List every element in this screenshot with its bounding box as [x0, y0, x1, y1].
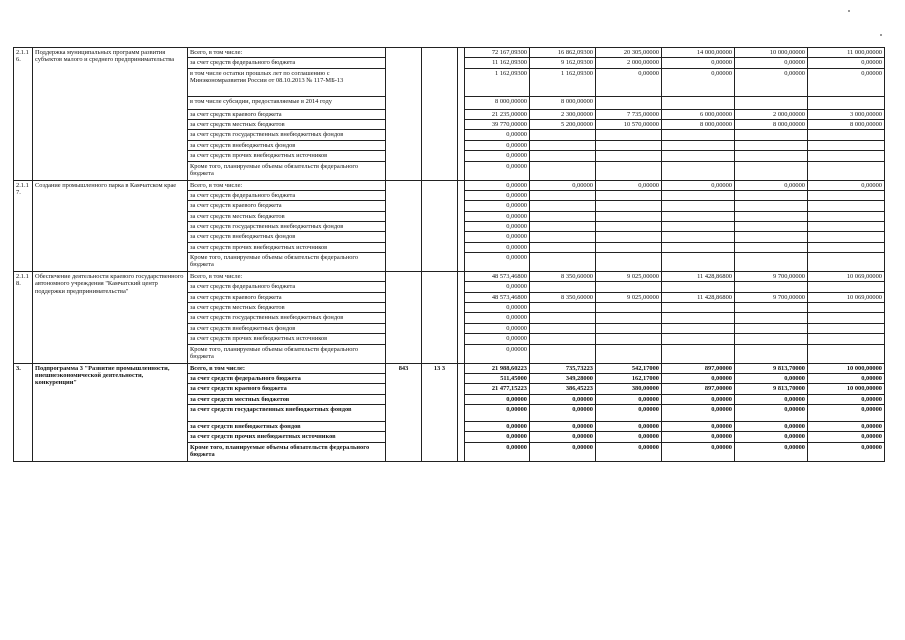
section-name: Обеспечение деятельности краевого государственного автономного учреждения "Камчатский центр поддержки предпринимательства": [33, 272, 188, 364]
amount-cell: 0,00000: [808, 58, 885, 68]
funding-source-label: за счет средств краевого бюджета: [188, 292, 386, 302]
amount-cell: 0,00000: [735, 394, 808, 404]
amount-cell: 0,00000: [735, 404, 808, 421]
amount-cell: [735, 190, 808, 200]
amount-cell: [596, 344, 662, 363]
amount-cell: [662, 96, 735, 109]
funding-source-label: в том числе остатки прошлых лет по соглашению с Минэкономразвития России от 08.10.2013 № 117-МБ-13: [188, 68, 386, 96]
amount-cell: 0,00000: [596, 421, 662, 431]
amount-cell: [735, 96, 808, 109]
amount-cell: [662, 190, 735, 200]
amount-cell: 0,00000: [596, 394, 662, 404]
program-code: 13 3: [422, 363, 458, 461]
amount-cell: 162,17000: [596, 373, 662, 383]
grbs-code: [386, 180, 422, 272]
amount-cell: 21 477,15223: [465, 384, 530, 394]
program-code: [422, 272, 458, 364]
amount-cell: [596, 253, 662, 272]
amount-cell: [662, 344, 735, 363]
amount-cell: 0,00000: [596, 404, 662, 421]
amount-cell: [735, 211, 808, 221]
amount-cell: 9 813,70000: [735, 384, 808, 394]
funding-source-label: Всего, в том числе:: [188, 363, 386, 373]
amount-cell: 14 000,00000: [662, 48, 735, 58]
amount-cell: [735, 232, 808, 242]
amount-cell: 0,00000: [465, 242, 530, 252]
amount-cell: 0,00000: [465, 442, 530, 461]
amount-cell: 6 000,00000: [662, 109, 735, 119]
amount-cell: [530, 201, 596, 211]
amount-cell: 16 862,09300: [530, 48, 596, 58]
amount-cell: [662, 151, 735, 161]
amount-cell: [662, 232, 735, 242]
budget-table: [13, 47, 885, 462]
amount-cell: 0,00000: [662, 404, 735, 421]
amount-cell: 0,00000: [530, 421, 596, 431]
amount-cell: [530, 161, 596, 180]
funding-source-label: за счет средств федерального бюджета: [188, 373, 386, 383]
amount-cell: 0,00000: [530, 442, 596, 461]
funding-source-label: за счет средств государственных внебюджетных фондов: [188, 313, 386, 323]
amount-cell: [662, 334, 735, 344]
amount-cell: 2 300,00000: [530, 109, 596, 119]
amount-cell: [530, 242, 596, 252]
amount-cell: 511,45000: [465, 373, 530, 383]
amount-cell: [808, 313, 885, 323]
amount-cell: 9 700,00000: [735, 272, 808, 282]
amount-cell: 21 988,60223: [465, 363, 530, 373]
amount-cell: [662, 201, 735, 211]
amount-cell: 0,00000: [465, 180, 530, 190]
amount-cell: 72 167,09300: [465, 48, 530, 58]
amount-cell: [530, 211, 596, 221]
amount-cell: [596, 221, 662, 231]
amount-cell: 0,00000: [662, 442, 735, 461]
amount-cell: [808, 140, 885, 150]
amount-cell: 5 200,00000: [530, 120, 596, 130]
amount-cell: 0,00000: [808, 404, 885, 421]
amount-cell: [808, 161, 885, 180]
amount-cell: [808, 323, 885, 333]
amount-cell: [596, 313, 662, 323]
amount-cell: [808, 334, 885, 344]
narrow-cell: [458, 363, 465, 461]
amount-cell: 0,00000: [662, 394, 735, 404]
amount-cell: 39 770,00000: [465, 120, 530, 130]
grbs-code: 843: [386, 363, 422, 461]
funding-source-label: за счет средств местных бюджетов: [188, 211, 386, 221]
amount-cell: [735, 282, 808, 292]
amount-cell: [735, 334, 808, 344]
funding-source-label: за счет средств краевого бюджета: [188, 201, 386, 211]
amount-cell: 10 069,00000: [808, 292, 885, 302]
table-row: [14, 180, 885, 190]
amount-cell: [662, 242, 735, 252]
funding-source-label: Кроме того, планируемые объемы обязательств федерального бюджета: [188, 161, 386, 180]
amount-cell: 8 000,00000: [808, 120, 885, 130]
amount-cell: [662, 253, 735, 272]
amount-cell: 0,00000: [465, 190, 530, 200]
amount-cell: 0,00000: [808, 180, 885, 190]
amount-cell: [808, 211, 885, 221]
amount-cell: 8 000,00000: [735, 120, 808, 130]
amount-cell: [808, 253, 885, 272]
amount-cell: 542,17000: [596, 363, 662, 373]
table-row: [14, 363, 885, 373]
amount-cell: 0,00000: [662, 180, 735, 190]
amount-cell: [735, 253, 808, 272]
amount-cell: [808, 303, 885, 313]
amount-cell: [596, 211, 662, 221]
amount-cell: 0,00000: [465, 432, 530, 442]
funding-source-label: за счет средств государственных внебюджетных фондов: [188, 404, 386, 421]
table-row: [14, 272, 885, 282]
amount-cell: 0,00000: [465, 303, 530, 313]
amount-cell: [735, 140, 808, 150]
amount-cell: 8 000,00000: [530, 96, 596, 109]
amount-cell: 0,00000: [662, 373, 735, 383]
amount-cell: [596, 282, 662, 292]
amount-cell: [808, 242, 885, 252]
narrow-cell: [458, 48, 465, 181]
amount-cell: 0,00000: [735, 421, 808, 431]
amount-cell: 48 573,46800: [465, 272, 530, 282]
amount-cell: [596, 140, 662, 150]
amount-cell: 8 000,00000: [465, 96, 530, 109]
section-number: 2.1.18.: [14, 272, 33, 364]
amount-cell: 21 235,00000: [465, 109, 530, 119]
amount-cell: [530, 221, 596, 231]
amount-cell: [596, 96, 662, 109]
funding-source-label: Всего, в том числе:: [188, 272, 386, 282]
amount-cell: [735, 151, 808, 161]
amount-cell: [662, 221, 735, 231]
amount-cell: 0,00000: [735, 58, 808, 68]
amount-cell: [662, 140, 735, 150]
section-number: 2.1.17.: [14, 180, 33, 272]
amount-cell: 0,00000: [465, 334, 530, 344]
amount-cell: 0,00000: [662, 68, 735, 96]
amount-cell: 0,00000: [465, 404, 530, 421]
amount-cell: 10 000,00000: [808, 363, 885, 373]
amount-cell: [735, 344, 808, 363]
amount-cell: 0,00000: [662, 58, 735, 68]
funding-source-label: за счет средств государственных внебюджетных фондов: [188, 221, 386, 231]
amount-cell: [735, 221, 808, 231]
amount-cell: 8 350,60000: [530, 272, 596, 282]
amount-cell: 0,00000: [596, 442, 662, 461]
amount-cell: 0,00000: [465, 344, 530, 363]
amount-cell: 10 000,00000: [808, 384, 885, 394]
amount-cell: [808, 344, 885, 363]
amount-cell: [808, 151, 885, 161]
amount-cell: 9 813,70000: [735, 363, 808, 373]
amount-cell: [808, 130, 885, 140]
amount-cell: 9 025,00000: [596, 272, 662, 282]
amount-cell: 0,00000: [530, 432, 596, 442]
program-code: [422, 48, 458, 181]
section-number: 2.1.16.: [14, 48, 33, 181]
amount-cell: [662, 161, 735, 180]
amount-cell: 0,00000: [465, 151, 530, 161]
amount-cell: 0,00000: [465, 323, 530, 333]
section-number: 3.: [14, 363, 33, 461]
amount-cell: 0,00000: [465, 201, 530, 211]
amount-cell: 0,00000: [465, 221, 530, 231]
funding-source-label: за счет средств федерального бюджета: [188, 58, 386, 68]
narrow-cell: [458, 180, 465, 272]
amount-cell: 0,00000: [530, 180, 596, 190]
amount-cell: [662, 313, 735, 323]
amount-cell: 0,00000: [465, 161, 530, 180]
funding-source-label: за счет средств прочих внебюджетных источников: [188, 334, 386, 344]
amount-cell: [530, 344, 596, 363]
amount-cell: 11 000,00000: [808, 48, 885, 58]
amount-cell: 0,00000: [735, 373, 808, 383]
amount-cell: [662, 282, 735, 292]
amount-cell: 0,00000: [735, 442, 808, 461]
amount-cell: [735, 323, 808, 333]
funding-source-label: за счет средств внебюджетных фондов: [188, 323, 386, 333]
narrow-cell: [458, 272, 465, 364]
amount-cell: 0,00000: [530, 404, 596, 421]
amount-cell: 0,00000: [808, 373, 885, 383]
amount-cell: 0,00000: [465, 211, 530, 221]
amount-cell: 1 162,09300: [465, 68, 530, 96]
amount-cell: 0,00000: [735, 180, 808, 190]
amount-cell: 0,00000: [596, 180, 662, 190]
amount-cell: 8 350,60000: [530, 292, 596, 302]
funding-source-label: в том числе субсидии, предоставляемые в 2014 году: [188, 96, 386, 109]
amount-cell: [735, 242, 808, 252]
funding-source-label: за счет средств внебюджетных фондов: [188, 232, 386, 242]
amount-cell: 11 162,09300: [465, 58, 530, 68]
amount-cell: 0,00000: [465, 130, 530, 140]
funding-source-label: Всего, в том числе:: [188, 48, 386, 58]
amount-cell: 2 000,00000: [735, 109, 808, 119]
amount-cell: 10 570,00000: [596, 120, 662, 130]
amount-cell: 10 069,00000: [808, 272, 885, 282]
amount-cell: 0,00000: [735, 68, 808, 96]
amount-cell: 20 305,00000: [596, 48, 662, 58]
amount-cell: [596, 334, 662, 344]
funding-source-label: за счет средств внебюджетных фондов: [188, 421, 386, 431]
scan-speck: [880, 34, 882, 36]
amount-cell: 0,00000: [808, 68, 885, 96]
funding-source-label: за счет средств краевого бюджета: [188, 109, 386, 119]
amount-cell: [530, 313, 596, 323]
amount-cell: [530, 253, 596, 272]
amount-cell: [808, 96, 885, 109]
amount-cell: [735, 303, 808, 313]
amount-cell: 0,00000: [596, 68, 662, 96]
amount-cell: [530, 190, 596, 200]
funding-source-label: за счет средств прочих внебюджетных источников: [188, 432, 386, 442]
amount-cell: 0,00000: [465, 421, 530, 431]
section-name: Подпрограмма 3 "Развитие промышленности, внешнеэкономической деятельности, конкуренции": [33, 363, 188, 461]
amount-cell: 9 025,00000: [596, 292, 662, 302]
amount-cell: 11 428,86800: [662, 272, 735, 282]
amount-cell: [596, 242, 662, 252]
funding-source-label: Кроме того, планируемые объемы обязательств федерального бюджета: [188, 442, 386, 461]
funding-source-label: за счет средств краевого бюджета: [188, 384, 386, 394]
amount-cell: 10 000,00000: [735, 48, 808, 58]
funding-source-label: за счет средств федерального бюджета: [188, 282, 386, 292]
amount-cell: 9 700,00000: [735, 292, 808, 302]
amount-cell: 0,00000: [808, 442, 885, 461]
amount-cell: [808, 282, 885, 292]
grbs-code: [386, 272, 422, 364]
amount-cell: 0,00000: [662, 421, 735, 431]
amount-cell: 2 000,00000: [596, 58, 662, 68]
funding-source-label: за счет средств прочих внебюджетных источников: [188, 151, 386, 161]
amount-cell: [596, 323, 662, 333]
amount-cell: [596, 201, 662, 211]
section-name: Создание промышленного парка в Камчатском крае: [33, 180, 188, 272]
amount-cell: 897,00000: [662, 363, 735, 373]
amount-cell: 0,00000: [465, 394, 530, 404]
amount-cell: [662, 211, 735, 221]
amount-cell: 0,00000: [735, 432, 808, 442]
amount-cell: 0,00000: [808, 421, 885, 431]
amount-cell: [735, 161, 808, 180]
section-name: Поддержка муниципальных программ развития субъектов малого и среднего предпринимательства: [33, 48, 188, 181]
amount-cell: 0,00000: [465, 253, 530, 272]
funding-source-label: за счет средств прочих внебюджетных источников: [188, 242, 386, 252]
funding-source-label: за счет средств местных бюджетов: [188, 394, 386, 404]
amount-cell: [530, 140, 596, 150]
amount-cell: 0,00000: [808, 432, 885, 442]
amount-cell: 0,00000: [596, 432, 662, 442]
amount-cell: 48 573,46800: [465, 292, 530, 302]
amount-cell: [808, 190, 885, 200]
amount-cell: [596, 151, 662, 161]
amount-cell: 9 162,09300: [530, 58, 596, 68]
funding-source-label: за счет средств федерального бюджета: [188, 190, 386, 200]
amount-cell: 0,00000: [465, 232, 530, 242]
amount-cell: 7 735,00000: [596, 109, 662, 119]
amount-cell: [530, 323, 596, 333]
scan-speck: [848, 10, 850, 12]
funding-source-label: Всего, в том числе:: [188, 180, 386, 190]
amount-cell: 735,73223: [530, 363, 596, 373]
amount-cell: [530, 334, 596, 344]
amount-cell: 380,00000: [596, 384, 662, 394]
amount-cell: [530, 130, 596, 140]
amount-cell: 0,00000: [465, 140, 530, 150]
funding-source-label: за счет средств местных бюджетов: [188, 120, 386, 130]
funding-source-label: за счет средств местных бюджетов: [188, 303, 386, 313]
amount-cell: [808, 201, 885, 211]
amount-cell: 0,00000: [662, 432, 735, 442]
amount-cell: [735, 313, 808, 323]
amount-cell: [596, 190, 662, 200]
amount-cell: 0,00000: [465, 313, 530, 323]
amount-cell: 0,00000: [808, 394, 885, 404]
funding-source-label: за счет средств государственных внебюджетных фондов: [188, 130, 386, 140]
amount-cell: [596, 130, 662, 140]
amount-cell: [596, 303, 662, 313]
amount-cell: 386,45223: [530, 384, 596, 394]
amount-cell: [530, 282, 596, 292]
funding-source-label: Кроме того, планируемые объемы обязательств федерального бюджета: [188, 344, 386, 363]
amount-cell: [596, 232, 662, 242]
program-code: [422, 180, 458, 272]
grbs-code: [386, 48, 422, 181]
amount-cell: 349,28000: [530, 373, 596, 383]
amount-cell: [662, 130, 735, 140]
amount-cell: [662, 303, 735, 313]
amount-cell: 1 162,09300: [530, 68, 596, 96]
amount-cell: 11 428,86800: [662, 292, 735, 302]
funding-source-label: за счет средств внебюджетных фондов: [188, 140, 386, 150]
amount-cell: [735, 130, 808, 140]
amount-cell: [808, 232, 885, 242]
amount-cell: [530, 232, 596, 242]
amount-cell: 3 000,00000: [808, 109, 885, 119]
amount-cell: 897,00000: [662, 384, 735, 394]
funding-source-label: Кроме того, планируемые объемы обязательств федерального бюджета: [188, 253, 386, 272]
amount-cell: [530, 151, 596, 161]
amount-cell: [530, 303, 596, 313]
amount-cell: [735, 201, 808, 211]
amount-cell: [662, 323, 735, 333]
amount-cell: 0,00000: [465, 282, 530, 292]
amount-cell: [808, 221, 885, 231]
amount-cell: 0,00000: [530, 394, 596, 404]
amount-cell: [596, 161, 662, 180]
amount-cell: 8 000,00000: [662, 120, 735, 130]
table-row: [14, 48, 885, 58]
